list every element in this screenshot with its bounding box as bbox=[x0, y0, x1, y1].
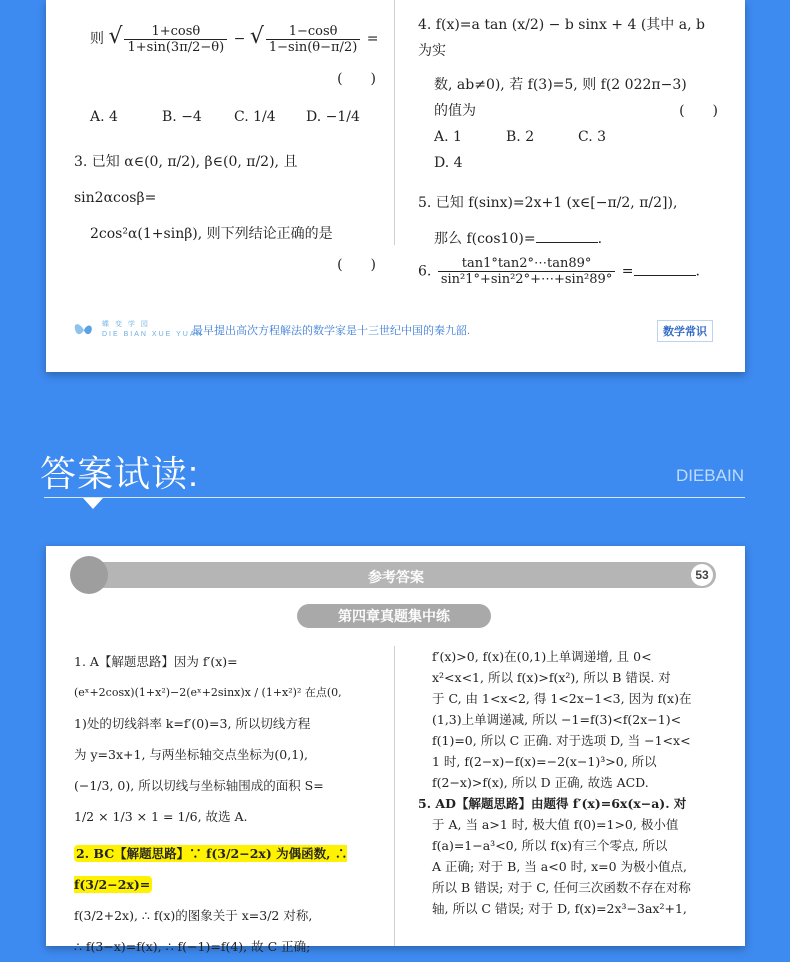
answer-line: 1/2 × 1/3 × 1 = 1/6, 故选 A. bbox=[74, 809, 248, 824]
question-3-line-1: 3. 已知 α∈(0, π/2), β∈(0, π/2), 且 sin2αcosβ= bbox=[74, 154, 298, 206]
choice-a: A. 4 bbox=[90, 109, 118, 125]
q3-answer-paren: ( ) bbox=[337, 257, 376, 273]
answer-line: ∴ f(3−x)=f(x), ∴ f(−1)=f(4), 故 C 正确; bbox=[74, 939, 311, 954]
answer-line: f′(x)>0, f(x)在(0,1)上单调递增, 且 0< bbox=[432, 649, 652, 664]
answer-left-column bbox=[74, 646, 374, 962]
math-fact-text: 最早提出高次方程解法的数学家是十三世纪中国的秦九韶. bbox=[192, 325, 471, 337]
answer-line: 1. A【解题思路】因为 f′(x)= bbox=[74, 654, 238, 669]
choice-d: D. 4 bbox=[434, 155, 463, 171]
answer-line: 为 y=3x+1, 与两坐标轴交点坐标为(0,1), bbox=[74, 747, 308, 762]
pointer-triangle-icon bbox=[83, 498, 103, 509]
q2-fraction-2: $\frac{1-\cos\theta}{1-\sin(\theta-\pi/2)}$ bbox=[266, 24, 360, 55]
answer-right-column bbox=[418, 646, 718, 919]
answer-line: A 正确; 对于 B, 当 a<0 时, x=0 为极小值点, bbox=[432, 859, 687, 874]
q2-choices bbox=[90, 104, 380, 130]
answer-line: 轴, 所以 C 错误; 对于 D, f(x)=2x³−3ax²+1, bbox=[432, 901, 687, 916]
question-6: 6. $\frac{\tan 1^\circ\tan 2^\circ\cdots\tan 89^\circ}{\text{sin²1°+sin²2°+⋯+sin²89°}}$ = . bbox=[418, 256, 700, 287]
answer-line: 于 C, 由 1<x<2, 得 1<2x−1<3, 因为 f(x)在 bbox=[432, 691, 692, 706]
answer-line: 所以 B 错误; 对于 C, 任何三次函数不存在对称 bbox=[432, 880, 691, 895]
answer-line: 1)处的切线斜率 k=f′(0)=3, 所以切线方程 bbox=[74, 716, 311, 731]
column-divider bbox=[394, 0, 395, 245]
question-2-expression: 则 √ $\frac{1+\cos\theta}{1+\sin(3\pi/2-\theta)}$ − √ $\frac{1-\cos\theta}{1-\sin(\theta-\pi/2)}$ = bbox=[90, 23, 379, 55]
choice-a: A. 1 bbox=[434, 129, 462, 145]
question-4-line-2: 数, ab≠0), 若 f(3)=5, 则 f(2 022π−3) bbox=[434, 77, 687, 93]
question-4-line-1: 4. f(x)=a tan (x/2) − b sinx + 4 (其中 a, b 为实 bbox=[418, 17, 705, 59]
chapter-title: 第四章真题集中练 bbox=[297, 604, 491, 628]
section-brand: DIEBAIN bbox=[675, 466, 744, 485]
q6-fraction: $\frac{\tan 1^\circ\tan 2^\circ\cdots\tan 89^\circ}{\text{sin²1°+sin²2°+⋯+sin²89°}}$ bbox=[438, 256, 616, 287]
left-column bbox=[74, 8, 380, 278]
right-column bbox=[418, 12, 718, 287]
answer-line: (1,3)上单调递减, 所以 −1=f(3)<f(2x−1)< bbox=[432, 712, 682, 727]
choice-c: C. 3 bbox=[578, 129, 607, 145]
answer-2-highlight: 2. BC【解题思路】∵ f(3/2−2x) 为偶函数, ∴ f(3/2−2x)= bbox=[74, 846, 348, 892]
choice-b: B. −4 bbox=[162, 109, 202, 125]
butterfly-logo-icon bbox=[72, 318, 96, 342]
question-5-line-1: 5. 已知 f(sinx)=2x+1 (x∈[−π/2, π/2]), bbox=[418, 195, 678, 211]
q2-fraction-1: $\frac{1+\cos\theta}{1+\sin(3\pi/2-\theta)}$ bbox=[124, 24, 227, 55]
answer-line: f(3/2+2x), ∴ f(x)的图象关于 x=3/2 对称, bbox=[74, 908, 313, 923]
answer-line: 于 A, 当 a>1 时, 极大值 f(0)=1>0, 极小值 bbox=[432, 817, 679, 832]
exercise-page bbox=[46, 0, 745, 372]
q2-answer-paren: ( ) bbox=[337, 71, 376, 87]
answer-line: (−1/3, 0), 所以切线与坐标轴围成的面积 S= bbox=[74, 778, 324, 793]
answer-header-band bbox=[76, 562, 716, 588]
answer-line: x²<x<1, 所以 f(x)>f(x²), 所以 B 错误. 对 bbox=[432, 670, 671, 685]
question-4-line-3: 的值为 ( ) bbox=[434, 98, 718, 124]
choice-d: D. −1/4 bbox=[306, 109, 360, 125]
question-3-line-2: 2cos²α(1+sinβ), 则下列结论正确的是 bbox=[90, 226, 333, 242]
q4-choices bbox=[434, 124, 718, 176]
q6-answer-blank[interactable] bbox=[634, 261, 696, 276]
section-heading: 答案试读: bbox=[40, 453, 200, 494]
brand-label: 蝶 变 学 园 DIE BIAN XUE YUAN bbox=[102, 321, 204, 338]
q4-answer-paren: ( ) bbox=[679, 103, 718, 119]
answer-line: 5. AD【解题思路】由题得 f′(x)=6x(x−a). 对 bbox=[418, 796, 687, 811]
answer-column-divider bbox=[394, 646, 395, 946]
question-5-line-2: 那么 f(cos10)= . bbox=[434, 226, 718, 252]
choice-c: C. 1/4 bbox=[234, 109, 276, 125]
choice-b: B. 2 bbox=[506, 129, 535, 145]
answer-line: f(2−x)>f(x), 所以 D 正确, 故选 ACD. bbox=[432, 775, 649, 790]
answer-line: (eˣ+2cosx)(1+x²)−2(eˣ+2sinx)x / (1+x²)² 在点(0, bbox=[74, 686, 342, 699]
answer-title: 参考答案 bbox=[368, 569, 424, 585]
section-divider bbox=[44, 497, 745, 498]
answer-page bbox=[46, 546, 745, 954]
q5-answer-blank[interactable] bbox=[536, 228, 598, 243]
math-fact-badge: 数学常识 bbox=[657, 320, 713, 342]
answer-line: f(1)=0, 所以 C 正确. 对于选项 D, 当 −1<x< bbox=[432, 733, 691, 748]
page-number: 53 bbox=[691, 564, 713, 586]
answer-line: 1 时, f(2−x)−f(x)=−2(x−1)³>0, 所以 bbox=[432, 754, 657, 769]
answer-line: f(a)=1−a³<0, 所以 f(x)有三个零点, 所以 bbox=[432, 838, 668, 853]
